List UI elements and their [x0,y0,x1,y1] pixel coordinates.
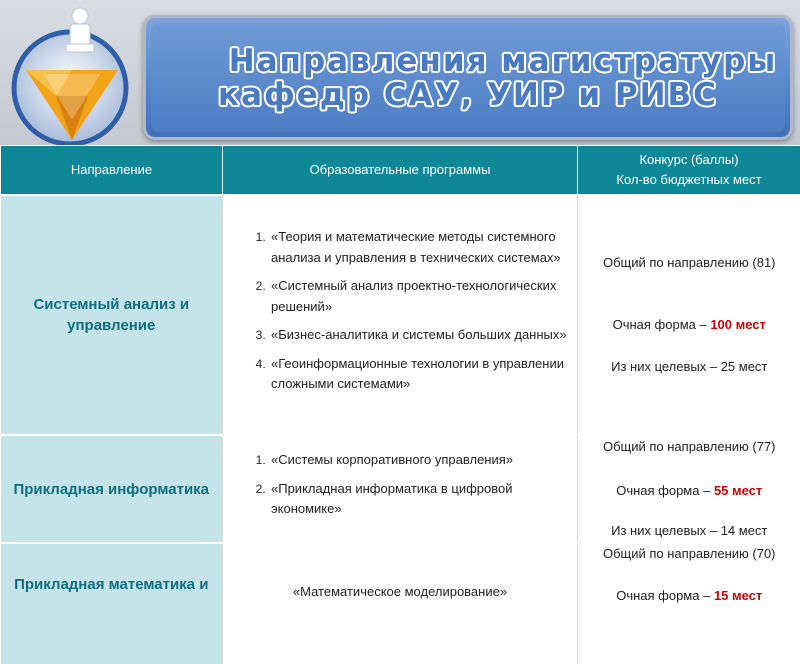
table-row [1,543,800,664]
table-row [1,435,800,543]
contest-header-line-1: Конкурс (баллы) [584,150,794,170]
fulltime-label: Очная форма – [616,588,714,603]
quota-cell [578,195,800,435]
quota-cell [578,543,800,664]
programs-cell [223,435,578,543]
column-header-contest [578,146,800,196]
program-item: 3. «Бизнес-аналитика и системы больших данных» [269,325,577,346]
fulltime-count: 100 мест [710,317,766,332]
program-item: 1. «Системы корпоративного управления» [269,450,577,471]
table-row [1,195,800,435]
page-title-line-1: Направления магистратуры [229,44,778,78]
quota-targeted: Из них целевых – 14 мест [578,521,800,541]
quota-total: Общий по направлению (70) [578,544,800,564]
quota-fulltime [578,315,800,335]
direction-cell: Прикладная математика и [1,543,223,664]
column-header-direction: Направление [1,146,223,196]
quota-total: Общий по направлению (77) [578,437,800,457]
program-item: 4. «Геоинформационные технологии в управлении сложными системами» [269,354,577,395]
table-header-row [1,146,800,196]
program-item: 2. «Системный анализ проектно-технологических решений» [269,276,577,317]
person-figure-icon [66,8,94,52]
fulltime-label: Очная форма – [613,317,711,332]
programs-list [223,227,577,395]
quota-total: Общий по направлению (81) [578,253,800,273]
column-header-programs: Образовательные программы [223,146,578,196]
fulltime-label: Очная форма – [616,483,714,498]
direction-cell: Системный анализ и управление [1,195,223,435]
fulltime-count: 15 мест [714,588,762,603]
programs-list [223,450,577,520]
title-banner [143,15,793,140]
program-item: 1. «Теория и математические методы системного анализа и управления в технических системах» [269,227,577,268]
quota-fulltime [578,481,800,501]
program-item: «Математическое моделирование» [223,584,577,599]
programs-cell [223,543,578,664]
contest-header-line-2: Кол-во бюджетных мест [584,170,794,190]
quota-cell [578,435,800,543]
direction-cell: Прикладная информатика [1,435,223,543]
fulltime-count: 55 мест [714,483,762,498]
program-item: 2. «Прикладная информатика в цифровой экономике» [269,479,577,520]
page-title-line-2: кафедр САУ, УИР и РИВС [218,78,718,112]
programs-table [0,145,800,664]
university-logo-icon [8,0,138,150]
quota-fulltime [578,586,800,606]
quota-targeted: Из них целевых – 25 мест [578,357,800,377]
programs-cell [223,195,578,435]
